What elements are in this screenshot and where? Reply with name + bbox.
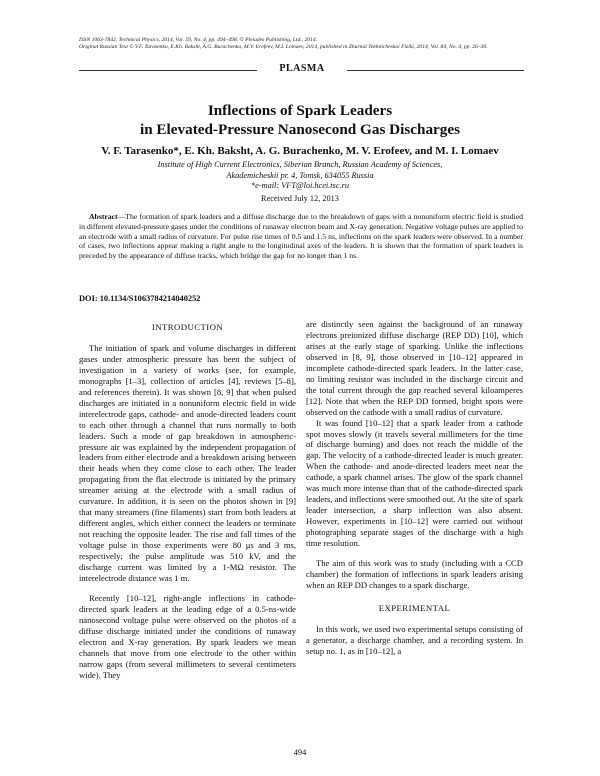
page-number: 494 bbox=[293, 748, 307, 757]
section-label bbox=[79, 63, 524, 77]
section-rule-left bbox=[79, 70, 257, 71]
experimental-paragraph-1: In this work, we used two experimental setups consisting of a generator, a discharge chamber, and a recording system. In setup no. 1, as in [10–12], a bbox=[306, 623, 523, 656]
title-line-1: Inflections of Spark Leaders bbox=[207, 102, 393, 119]
intro-paragraph-4: It was found [10–12] that a spark leader from a cathode spot moves slowly (it travels several millimeters for the time of discharge burning) and does not reach the middle of the gap. The velocity of a cathode-directed leader is much greater. When the cathode- and anode-directed leaders meet near the cathode, a spark channel arises. The glow of the spark channel was much more intense than that of the cathode-directed spark leaders, and inflections were smoothed out. At the site of spark leader intersection, a sharp inflection was also absent. However, experiments in [10–12] were carried out without photographing separate stages of the discharge with a high time resolution. bbox=[306, 417, 523, 549]
title-block bbox=[60, 101, 540, 203]
abstract-text: —The formation of spark leaders and a diffuse discharge due to the breakdown of gaps with a nonuniform electric field is studied in different elevated-pressure gases under the conditions of runaway electron beam and X-ray generation. Negative voltage pulses are applied to an electrode with a small radius of curvature. For pulse rise times of 0.5 and 1.5 ns, inflections on the spark leaders were observed. In a number of cases, two inflections appear making a right angle to the longitudinal axes of the leaders. It is shown that the formation of spark leaders is preceded by the appearance of diffuse tracks, which bridge the gap for no longer than 1 ns. bbox=[79, 212, 523, 260]
intro-paragraph-1: The initiation of spark and volume discharges in different gases under atmospheric pressure has been the subject of investigation in a variety of works (see, for example, monographs [1–3], collection of articles [4], reviews [5–8], and references therein). It was shown [8, 9] that when pulsed discharges are initiated in a nonuniform electric field in wide interelectrode gaps, cathode- and anode-directed leaders count to each other through a channel that runs normally to both leaders. Such a mode of gap breakdown in atmospheric-pressure air was explained by the independent propagation of leaders from either electrode and a breakdown arising between their heads when they come close to each other. The leader propagating from the flat electrode is initiated by the primary streamer arising at the electrode with a small radius of curvature. In addition, it is seen on the photos shown in [9] that many streamers (fine filaments) start from both leaders at different angles, which either connect the leaders or terminate not reaching the opposite leader. The rise and fall times of the voltage pulse in those experiments were 80 μs and 3 ms, respectively; the pulse amplitude was 510 kV, and the discharge current was limited by a 1-MΩ resistor. The interelectrode distance was 1 m. bbox=[79, 342, 296, 583]
introduction-heading: INTRODUCTION bbox=[151, 322, 224, 332]
abstract-lead: Abstract bbox=[89, 212, 118, 221]
journal-header bbox=[79, 37, 524, 52]
affiliation-line-1: Institute of High Current Electronics, Siberian Branch, Russian Academy of Sciences, bbox=[157, 160, 443, 169]
title-line-2: in Elevated-Pressure Nanosecond Gas Discharges bbox=[139, 121, 461, 138]
author-email: *e-mail: VFT@loi.hcei.tsc.ru bbox=[251, 181, 349, 191]
abstract bbox=[79, 212, 523, 261]
received-date: Received July 12, 2013 bbox=[261, 193, 339, 203]
left-column bbox=[79, 322, 296, 681]
section-label-text: PLASMA bbox=[279, 63, 325, 74]
right-column bbox=[306, 319, 523, 657]
intro-paragraph-2: Recently [10–12], right-angle inflections in cathode-directed spark leaders at the leading edge of a 0.5-ns-wide nanosecond voltage pulse were observed on the photos of a diffuse discharge initiated under the conditions of runaway electron and X-ray generation. By spark leaders we mean channels that move from one electrode to the other within narrow gaps (from several millimeters to several centimeters wide). They bbox=[79, 592, 296, 680]
affiliation bbox=[60, 160, 540, 192]
intro-paragraph-5: The aim of this work was to study (including with a CCD chamber) the formation of inflections in spark leaders arising when an REP DD changes to a spark discharge. bbox=[306, 558, 523, 590]
header-issn-line: ISSN 1063-7842, Technical Physics, 2014, Vol. 59, No. 4, pp. 494–498. © Pleiades Publishing, Ltd., 2014. bbox=[79, 37, 318, 43]
intro-paragraph-3: are distinctly seen against the background of an runaway electrons preionized diffuse discharge (REP DD) [10], which arises at the early stage of sparking. Unlike the inflections observed in [8, 9], those observed in [10–12] appeared in incomplete cathode-directed spark leaders. In the latter case, no limiting resistor was included in the discharge circuit and the total current through the gap reached several kiloamperes [12]. Note that when the REP DD formed, bright spots were observed on the cathode with a small radius of curvature. bbox=[306, 319, 523, 417]
doi: DOI: 10.1134/S1063784214040252 bbox=[79, 294, 201, 303]
authors: V. F. Tarasenko*, E. Kh. Baksht, A. G. Burachenko, M. V. Erofeev, and M. I. Lomaev bbox=[101, 145, 499, 157]
experimental-heading: EXPERIMENTAL bbox=[378, 602, 451, 613]
section-rule-right bbox=[347, 70, 524, 71]
article-title bbox=[60, 101, 540, 139]
header-original-line: Original Russian Text © V.F. Tarasenko, E.Kh. Baksht, A.G. Burachenko, M.V. Erofeev, M.I. Lomaev, 2014, published in Zhurnal Tekhnicheskoi Fiziki, 2014, Vol. 84, No. 4, pp. 26–30. bbox=[79, 44, 488, 51]
affiliation-line-2: Akademicheskii pr. 4, Tomsk, 634055 Russia bbox=[226, 170, 374, 180]
